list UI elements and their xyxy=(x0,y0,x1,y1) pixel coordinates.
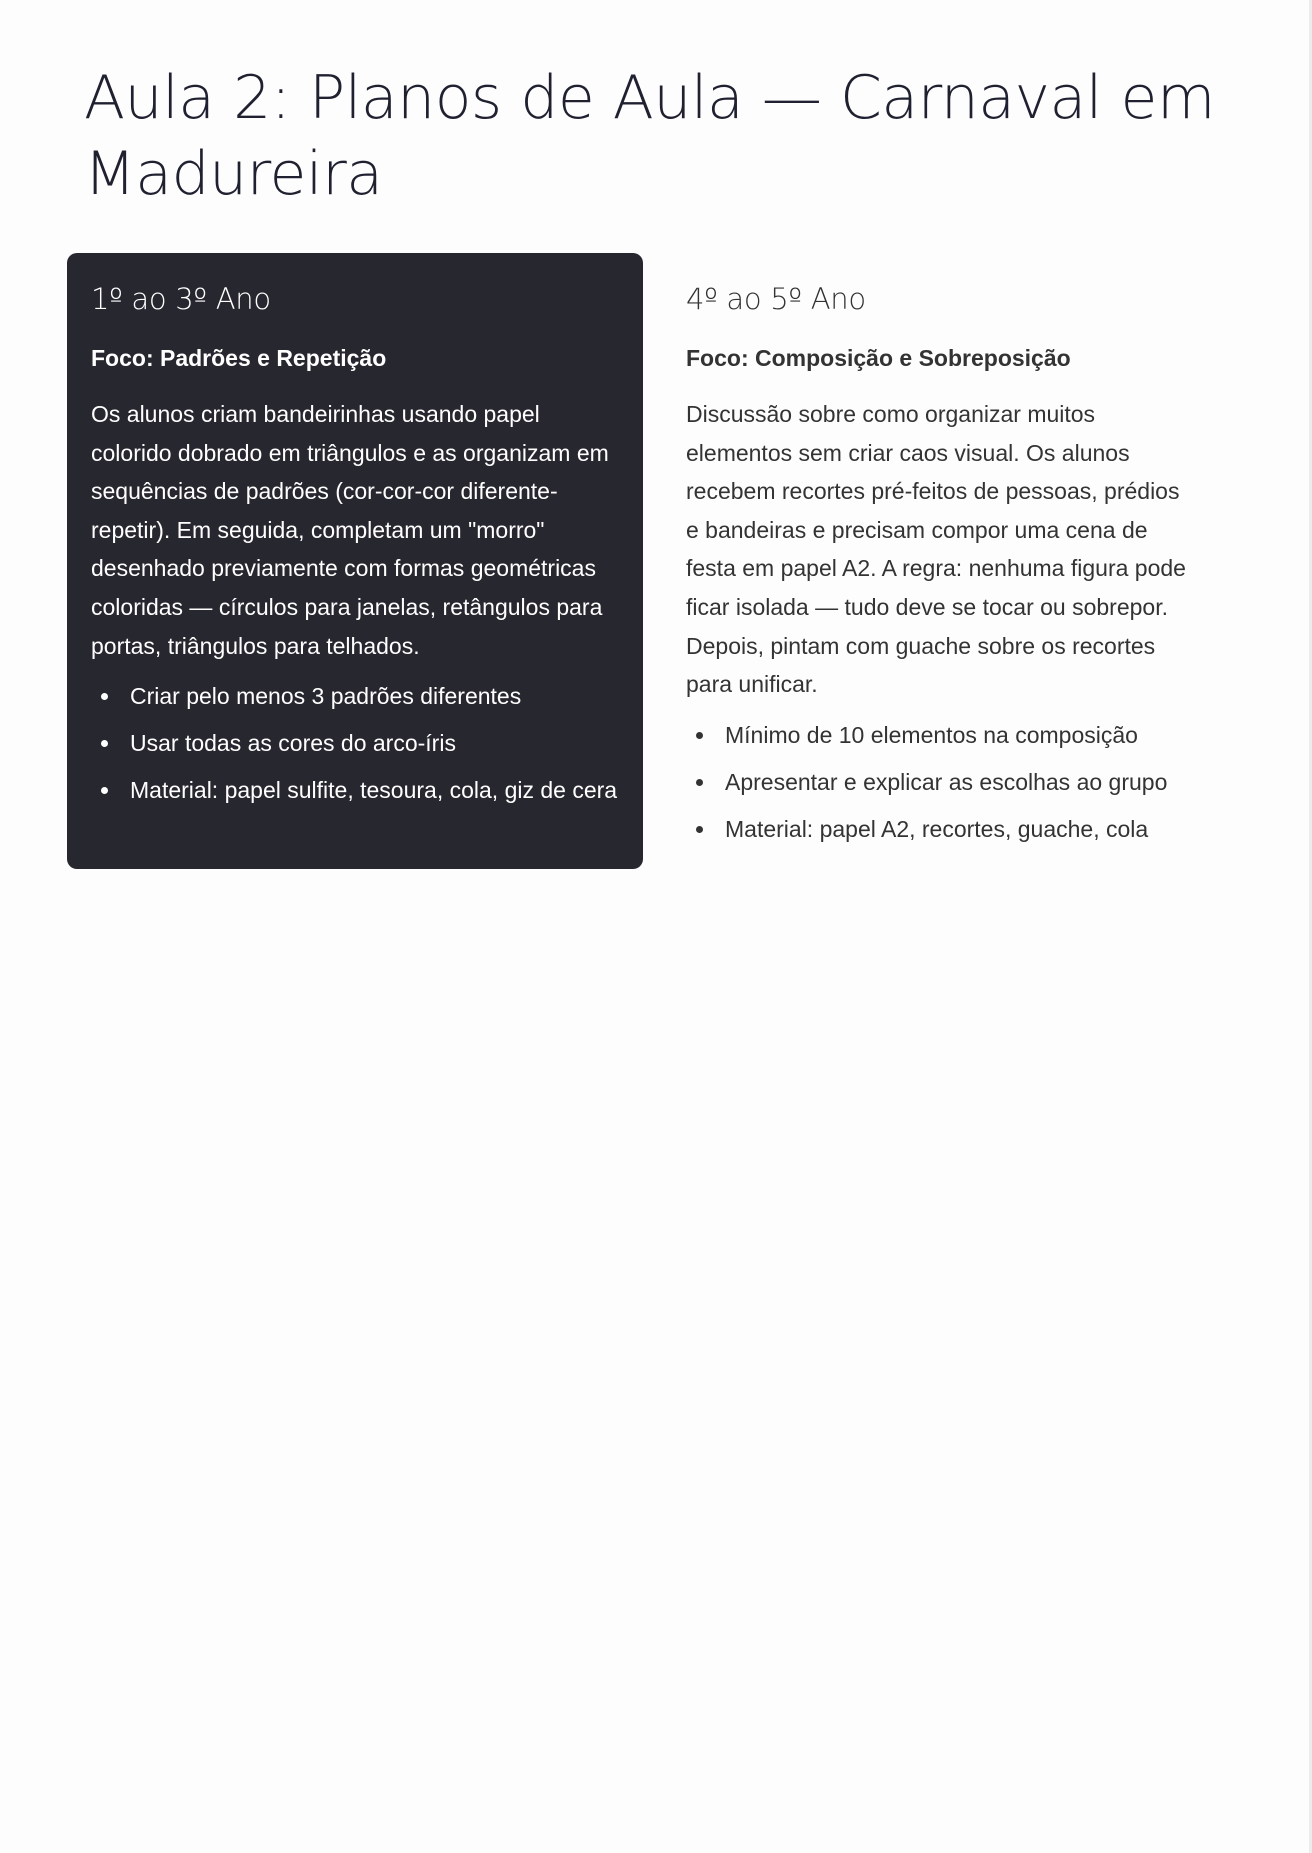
grade-heading: 4º ao 5º Ano xyxy=(686,282,866,316)
list-item: Material: papel sulfite, tesoura, cola, giz de cera xyxy=(130,771,619,809)
focus-label: Foco: Composição e Sobreposição xyxy=(686,345,1071,371)
lesson-requirements-list xyxy=(91,677,619,809)
list-item: Criar pelo menos 3 padrões diferentes xyxy=(130,677,619,715)
lesson-description: Os alunos criam bandeirinhas usando papel colorido dobrado em triângulos e as organizam em sequências de padrões (cor-cor-cor diferente-repetir). Em seguida, completam um "morro" desenhado previamente com formas geométricas coloridas — círculos para janelas, retângulos para portas, triângulos para telhados. xyxy=(91,401,609,659)
list-item: Usar todas as cores do arco-íris xyxy=(130,724,619,762)
lesson-card-grades-1-3 xyxy=(67,253,643,869)
focus-label: Foco: Padrões e Repetição xyxy=(91,345,387,371)
grade-heading: 1º ao 3º Ano xyxy=(91,282,271,316)
page-content xyxy=(84,60,1234,212)
list-item: Apresentar e explicar as escolhas ao grupo xyxy=(725,763,1198,801)
lesson-requirements-list xyxy=(686,716,1198,848)
page-title: Aula 2: Planos de Aula — Carnaval em Madureira xyxy=(84,63,1215,209)
list-item: Material: papel A2, recortes, guache, cola xyxy=(725,810,1198,848)
list-item: Mínimo de 10 elementos na composição xyxy=(725,716,1198,754)
lesson-description: Discussão sobre como organizar muitos elementos sem criar caos visual. Os alunos recebem recortes pré-feitos de pessoas, prédios e bandeiras e precisam compor uma cena de festa em papel A2. A regra: nenhuma figura pode ficar isolada — tudo deve se tocar ou sobrepor. Depois, pintam com guache sobre os recortes para unificar. xyxy=(686,401,1186,698)
lesson-card-grades-4-5 xyxy=(662,253,1222,857)
